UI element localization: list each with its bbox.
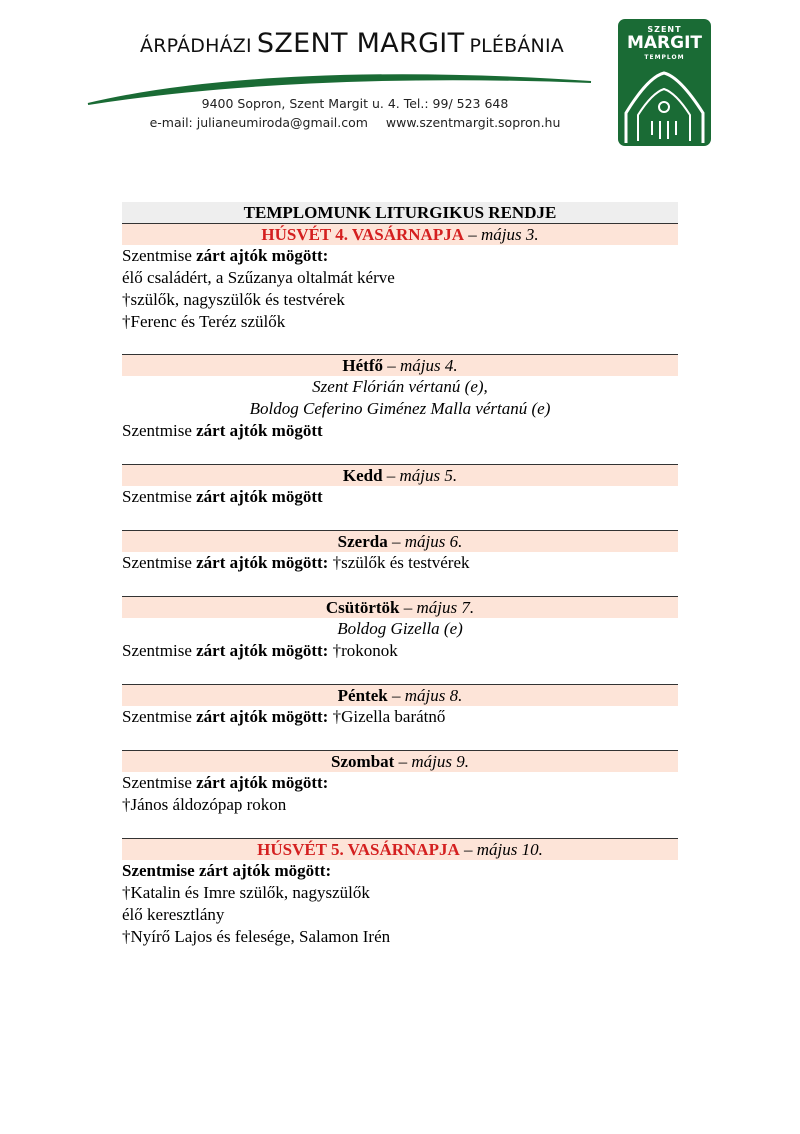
mass-line	[122, 706, 678, 728]
logo-line-1: SZENT	[647, 25, 682, 34]
mass-line	[122, 772, 678, 794]
day-header	[122, 684, 678, 706]
day-name: Kedd	[342, 466, 383, 485]
saint-commemoration: Boldog Ceferino Giménez Malla vértanú (e)	[249, 399, 551, 418]
mass-label: Szentmise	[122, 421, 192, 440]
logo-line-3: TEMPLOM	[644, 54, 685, 61]
schedule-title: TEMPLOMUNK LITURGIKUS RENDJE	[122, 202, 678, 224]
saint-commemoration: Boldog Gizella (e)	[337, 619, 463, 638]
parish-name-main: SZENT MARGIT	[256, 28, 465, 59]
schedule-section	[122, 838, 678, 948]
day-name: Péntek	[337, 686, 388, 705]
mass-note: zárt ajtók mögött	[196, 421, 323, 440]
schedule-section	[122, 596, 678, 662]
mass-intention: †Ferenc és Teréz szülők	[122, 312, 286, 331]
parish-name-prefix: ÁRPÁDHÁZI	[140, 35, 252, 57]
mass-intention: †Gizella barátnő	[328, 707, 446, 726]
day-header	[122, 838, 678, 860]
mass-note: zárt ajtók mögött	[196, 487, 323, 506]
mass-intention: élő családért, a Szűzanya oltalmát kérve	[122, 268, 395, 287]
day-header	[122, 354, 678, 376]
letterhead	[0, 0, 800, 160]
mass-label: Szentmise	[122, 707, 192, 726]
schedule-section	[122, 354, 678, 442]
mass-intention: †Nyírő Lajos és felesége, Salamon Irén	[122, 927, 391, 946]
contact-info	[120, 94, 590, 132]
parish-name	[112, 28, 592, 59]
day-header	[122, 750, 678, 772]
saint-commemoration: Szent Flórián vértanú (e),	[312, 377, 488, 396]
day-header	[122, 464, 678, 486]
mass-intention: †szülők, nagyszülők és testvérek	[122, 290, 345, 309]
day-header	[122, 224, 678, 245]
day-header	[122, 596, 678, 618]
mass-line	[122, 552, 678, 574]
mass-line	[122, 420, 678, 442]
day-name: Hétfő	[342, 356, 383, 375]
mass-line	[122, 486, 678, 508]
mass-label: Szentmise	[122, 246, 192, 265]
mass-note: zárt ajtók mögött:	[196, 246, 329, 265]
day-date: – május 10.	[459, 840, 543, 859]
mass-intention: †Katalin és Imre szülők, nagyszülők	[122, 883, 370, 902]
email-address: e-mail: julianeumiroda@gmail.com	[149, 115, 368, 130]
mass-label: Szentmise	[122, 773, 192, 792]
day-date: – május 4.	[382, 356, 458, 375]
church-building-icon	[618, 63, 711, 146]
mass-intention: élő keresztlány	[122, 905, 225, 924]
day-date: – május 7.	[399, 598, 475, 617]
feast-name: HÚSVÉT 5. VASÁRNAPJA	[257, 840, 460, 859]
schedule-section	[122, 224, 678, 333]
mass-note: zárt ajtók mögött:	[196, 641, 329, 660]
mass-label: Szentmise	[122, 487, 192, 506]
mass-note: zárt ajtók mögött:	[196, 553, 329, 572]
day-date: – május 8.	[387, 686, 463, 705]
mass-intention: †János áldozópap rokon	[122, 795, 287, 814]
day-date: – május 3.	[464, 225, 539, 244]
mass-line	[122, 860, 678, 882]
day-date: – május 5.	[382, 466, 458, 485]
logo-line-2: MARGIT	[626, 33, 703, 53]
schedule-section	[122, 530, 678, 574]
day-name: Csütörtök	[325, 598, 400, 617]
mass-note: zárt ajtók mögött:	[196, 773, 329, 792]
mass-intention: †szülők és testvérek	[328, 553, 470, 572]
schedule-section	[122, 684, 678, 728]
day-name: Szombat	[331, 752, 395, 771]
mass-note: Szentmise zárt ajtók mögött:	[122, 861, 332, 880]
day-header	[122, 530, 678, 552]
website-link[interactable]: www.szentmargit.sopron.hu	[385, 115, 561, 130]
parish-name-suffix: PLÉBÁNIA	[469, 35, 564, 57]
mass-line	[122, 245, 678, 267]
feast-name: HÚSVÉT 4. VASÁRNAPJA	[261, 225, 464, 244]
day-name: Szerda	[337, 532, 388, 551]
day-date: – május 6.	[387, 532, 463, 551]
mass-intention: †rokonok	[328, 641, 398, 660]
schedule-section	[122, 464, 678, 508]
church-logo	[618, 19, 711, 146]
day-date: – május 9.	[394, 752, 469, 771]
mass-label: Szentmise	[122, 553, 192, 572]
postal-address: 9400 Sopron, Szent Margit u. 4. Tel.: 99/ 523 648	[201, 96, 509, 111]
mass-line	[122, 640, 678, 662]
schedule-section	[122, 750, 678, 816]
liturgical-schedule	[122, 202, 678, 970]
mass-note: zárt ajtók mögött:	[196, 707, 329, 726]
mass-label: Szentmise	[122, 641, 192, 660]
